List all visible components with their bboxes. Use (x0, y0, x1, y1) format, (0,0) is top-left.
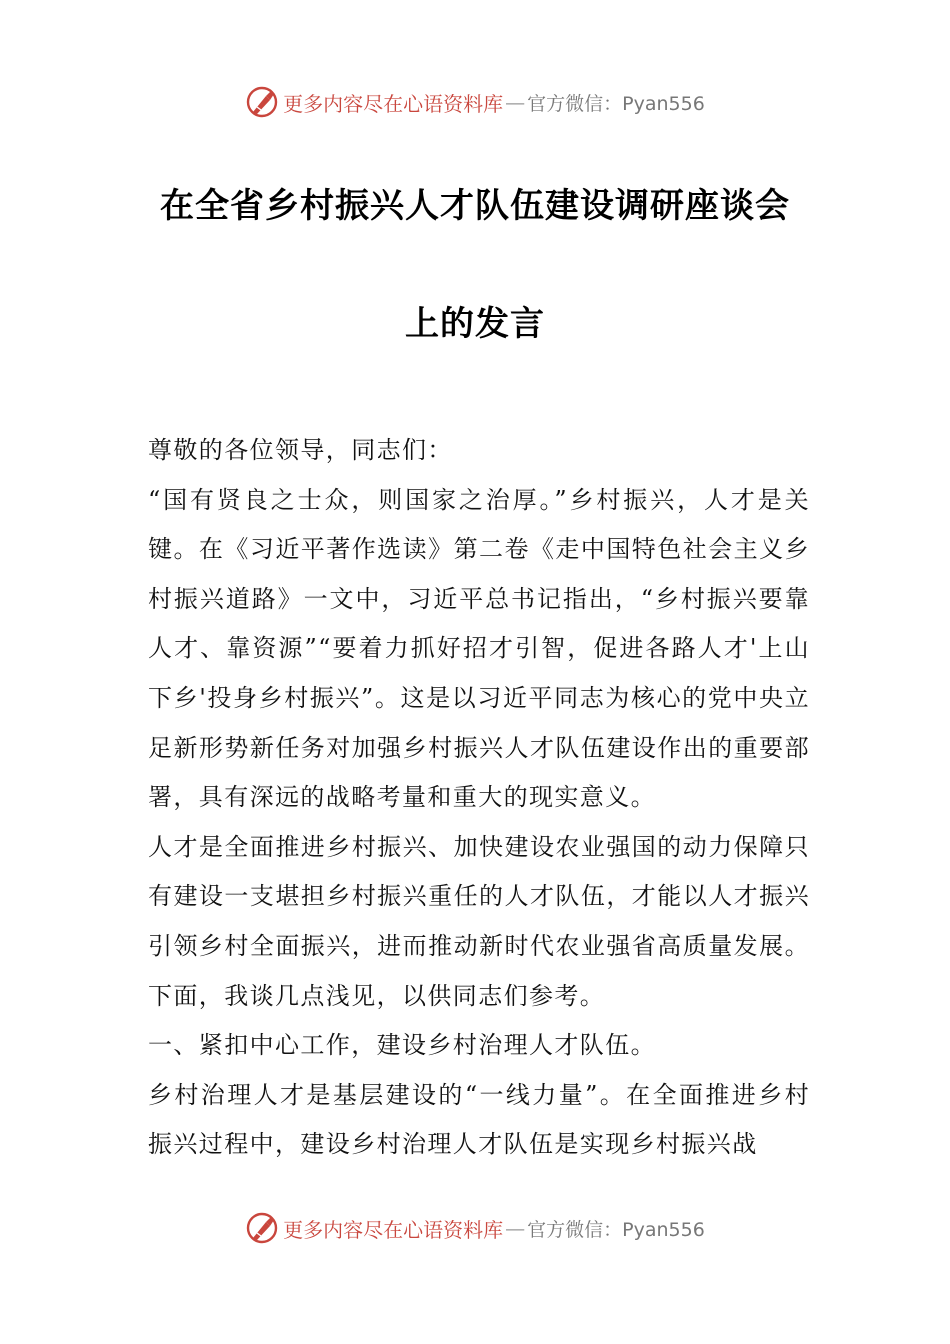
paragraph-1: “国有贤良之士众，则国家之治厚。”乡村振兴，人才是关键。在《习近平著作选读》第二卷《走中国特色社会主义乡村振兴道路》一文中，习近平总书记指出，“乡村振兴要靠人才、靠资源”“要着力抓好招才引智，促进各路人才'上山下乡'投身乡村振兴”。这是以习近平同志为核心的党中央立足新形势新任务对加强乡村振兴人才队伍建设作出的重要部署，具有深远的战略考量和重大的现实意义。 (148, 485, 810, 812)
section-heading-1: 一、紧扣中心工作，建设乡村治理人才队伍。 (148, 1031, 656, 1060)
paragraph-3: 乡村治理人才是基层建设的“一线力量”。在全面推进乡村振兴过程中，建设乡村治理人才队伍是实现乡村振兴战 (148, 1080, 810, 1159)
watermark-dash: — (505, 1216, 526, 1240)
watermark-wechat-text: 官方微信：Pyan556 (527, 1218, 705, 1241)
document-body (148, 426, 810, 1170)
document-title-line-2: 上的发言 (405, 304, 545, 344)
fountain-pen-logo-icon (245, 85, 279, 119)
watermark-wechat-text: 官方微信：Pyan556 (527, 92, 705, 115)
salutation: 尊敬的各位领导，同志们： (148, 436, 453, 464)
fountain-pen-logo-icon (245, 1211, 279, 1245)
document-title-line-1: 在全省乡村振兴人才队伍建设调研座谈会 (160, 186, 790, 226)
watermark-header (0, 82, 950, 122)
watermark-site-text: 更多内容尽在心语资料库 (283, 91, 504, 116)
watermark-dash: — (505, 90, 526, 114)
watermark-footer (0, 1208, 950, 1248)
paragraph-2: 人才是全面推进乡村振兴、加快建设农业强国的动力保障只有建设一支堪担乡村振兴重任的人才队伍，才能以人才振兴引领乡村全面振兴，进而推动新时代农业强省高质量发展。下面，我谈几点浅见，以供同志们参考。 (148, 832, 810, 1010)
watermark-site-text: 更多内容尽在心语资料库 (283, 1217, 504, 1242)
